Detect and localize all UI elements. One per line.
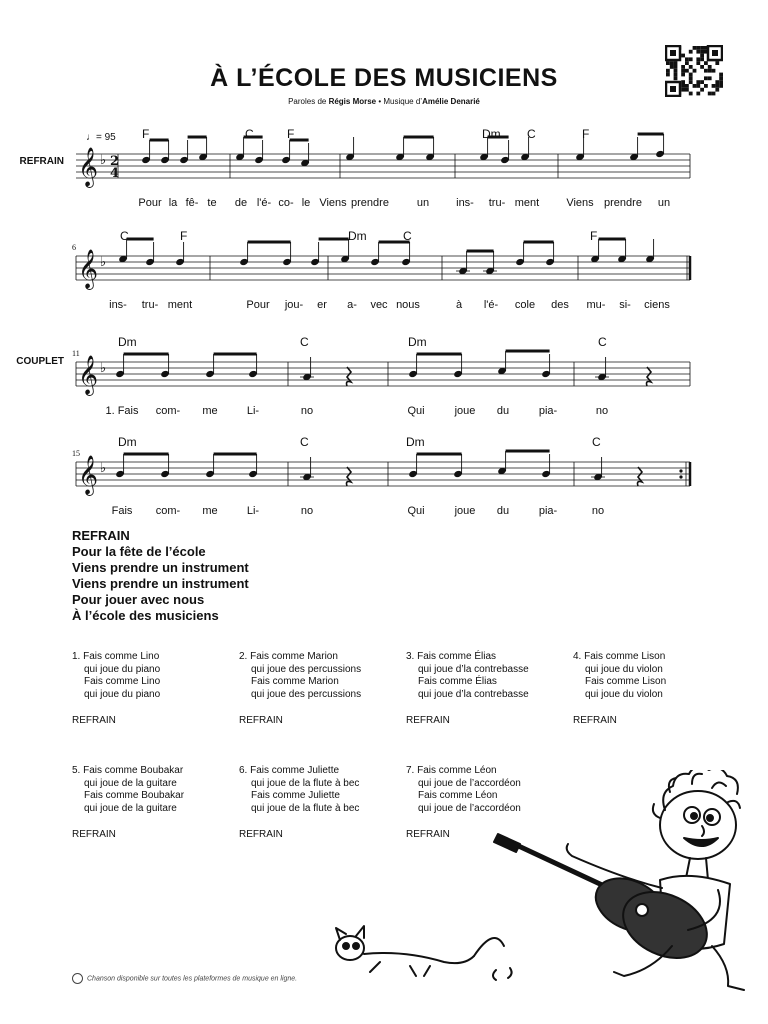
page-title: À L’ÉCOLE DES MUSICIENS bbox=[210, 64, 558, 92]
treble-clef-icon: 𝄞 bbox=[78, 355, 99, 395]
treble-clef-icon: 𝄞 bbox=[78, 147, 99, 187]
verse-line: 3. Fais comme Élias bbox=[406, 651, 497, 662]
qr-module bbox=[719, 73, 723, 77]
chord-symbol: Dm bbox=[118, 435, 137, 449]
qr-module bbox=[693, 46, 697, 50]
qr-module bbox=[685, 61, 689, 65]
qr-module bbox=[666, 61, 670, 65]
time-signature-top: 2 bbox=[110, 154, 120, 169]
lyric-syllable: si- bbox=[619, 299, 631, 311]
qr-module bbox=[685, 69, 689, 73]
lyric-syllable: er bbox=[317, 299, 327, 311]
qr-module bbox=[689, 92, 693, 96]
qr-module bbox=[719, 76, 723, 80]
lyric-syllable: no bbox=[591, 505, 605, 517]
staff-system-refrain-1 bbox=[0, 120, 768, 210]
qr-module bbox=[666, 69, 670, 73]
treble-clef-icon: 𝄞 bbox=[78, 249, 99, 289]
lyric-syllable: Li- bbox=[246, 505, 260, 517]
refrain-line: Viens prendre un instrument bbox=[72, 560, 249, 575]
verse-line: qui joue d’la contrebasse bbox=[418, 663, 529, 675]
footer-note bbox=[72, 973, 297, 984]
qr-module bbox=[693, 69, 697, 73]
qr-module bbox=[681, 54, 685, 58]
qr-module bbox=[712, 69, 716, 73]
verse-refrain-label: REFRAIN bbox=[406, 829, 450, 840]
credits-separator: • Musique d’ bbox=[376, 97, 423, 106]
flat-icon: ♭ bbox=[100, 461, 107, 476]
qr-module bbox=[700, 46, 704, 50]
lyric-syllable: un bbox=[416, 197, 430, 209]
verse-line: 5. Fais comme Boubakar bbox=[72, 765, 184, 776]
qr-module bbox=[674, 76, 678, 80]
verse-refrain-label: REFRAIN bbox=[406, 715, 450, 726]
qr-module bbox=[696, 80, 700, 84]
verse-line: 2. Fais comme Marion bbox=[239, 651, 338, 662]
verse-line: qui joue du piano bbox=[84, 688, 161, 700]
chord-symbol: C bbox=[527, 127, 536, 141]
verse-line: Fais comme Élias bbox=[418, 676, 497, 687]
lyric-syllable: Viens bbox=[319, 197, 347, 209]
lyric-syllable: vec bbox=[370, 299, 388, 311]
lyric-syllable: pia- bbox=[538, 505, 558, 517]
lyric-syllable: me bbox=[202, 505, 218, 517]
lyric-syllable: Fais bbox=[111, 505, 133, 517]
lyric-syllable: pia- bbox=[538, 405, 558, 417]
qr-module bbox=[719, 80, 723, 84]
lyric-syllable: ciens bbox=[644, 299, 670, 311]
qr-module bbox=[704, 61, 708, 65]
verse-4 bbox=[573, 651, 738, 728]
staff-system-refrain-2 bbox=[0, 222, 768, 312]
verse-line: qui joue de l’accordéon bbox=[418, 802, 521, 814]
refrain-section-label: REFRAIN bbox=[19, 156, 64, 167]
verse-line: qui joue du violon bbox=[585, 688, 663, 700]
tempo-marking: ♩= 95 bbox=[86, 132, 116, 143]
qr-module bbox=[681, 84, 685, 88]
qr-module bbox=[670, 65, 674, 69]
qr-module bbox=[696, 92, 700, 96]
lyric-syllable: la bbox=[168, 197, 178, 209]
verse-line: qui joue du piano bbox=[84, 663, 161, 675]
verse-line: Fais comme Boubakar bbox=[84, 790, 185, 801]
chord-symbol: C bbox=[120, 229, 129, 243]
time-signature-bottom: 4 bbox=[110, 166, 120, 181]
verse-line: qui joue de l’accordéon bbox=[418, 777, 521, 789]
qr-module bbox=[681, 65, 685, 69]
lyric-syllable: com- bbox=[155, 505, 181, 517]
flat-icon: ♭ bbox=[100, 361, 107, 376]
staff-system-couplet-2 bbox=[0, 428, 768, 518]
lyric-syllable: ins- bbox=[109, 299, 127, 311]
qr-module bbox=[708, 92, 712, 96]
lyric-syllable: des bbox=[551, 299, 569, 311]
qr-module bbox=[708, 65, 712, 69]
lyric-syllable: le bbox=[301, 197, 311, 209]
lyric-syllable: te bbox=[207, 197, 217, 209]
verse-line: Fais comme Lison bbox=[585, 676, 667, 687]
verse-5 bbox=[72, 765, 237, 842]
qr-module bbox=[689, 50, 693, 54]
verse-refrain-label: REFRAIN bbox=[72, 715, 116, 726]
verse-line: qui joue des percussions bbox=[251, 663, 362, 675]
chord-symbol: C bbox=[300, 335, 309, 349]
qr-module bbox=[689, 57, 693, 61]
chord-symbol: F bbox=[142, 127, 150, 141]
qr-finder-center bbox=[712, 50, 718, 56]
lyric-syllable: Li- bbox=[246, 405, 260, 417]
qr-module bbox=[685, 88, 689, 92]
qr-module bbox=[681, 88, 685, 92]
verse-refrain-label: REFRAIN bbox=[72, 829, 116, 840]
qr-module bbox=[700, 88, 704, 92]
lyric-syllable: no bbox=[595, 405, 609, 417]
verse-line: 6. Fais comme Juliette bbox=[239, 765, 340, 776]
verse-line: Fais comme Léon bbox=[418, 790, 498, 801]
refrain-lyrics bbox=[72, 528, 249, 624]
boy-guitar-cat-illustration bbox=[320, 770, 750, 1000]
lyric-syllable: joue bbox=[454, 505, 476, 517]
chord-symbol: F bbox=[582, 127, 590, 141]
quarter-rest bbox=[347, 367, 352, 386]
qr-finder-center bbox=[670, 86, 676, 92]
verse-line: qui joue de la guitare bbox=[84, 802, 177, 814]
qr-module bbox=[712, 92, 716, 96]
treble-clef-icon: 𝄞 bbox=[78, 455, 99, 495]
lyric-syllable: prendre bbox=[351, 197, 389, 209]
refrain-line: Viens prendre un instrument bbox=[72, 576, 249, 591]
qr-code-icon[interactable] bbox=[665, 45, 723, 97]
qr-module bbox=[700, 50, 704, 54]
chord-symbol: F bbox=[590, 229, 598, 243]
qr-module bbox=[704, 69, 708, 73]
verse-line: Fais comme Marion bbox=[251, 676, 339, 687]
lyric-syllable: l'é- bbox=[483, 299, 499, 311]
chord-symbol: C bbox=[245, 127, 254, 141]
verse-line: 7. Fais comme Léon bbox=[406, 765, 497, 776]
qr-module bbox=[689, 80, 693, 84]
lyric-syllable: Viens bbox=[566, 197, 594, 209]
lyric-syllable: me bbox=[202, 405, 218, 417]
lyricist-name: Régis Morse bbox=[328, 97, 377, 106]
quarter-rest bbox=[647, 367, 652, 386]
measure-number: 15 bbox=[72, 449, 80, 458]
verse-line: Fais comme Lino bbox=[84, 676, 161, 687]
flat-icon: ♭ bbox=[100, 255, 107, 270]
lyric-syllable: tru- bbox=[488, 197, 506, 209]
qr-module bbox=[685, 57, 689, 61]
lyric-syllable: du bbox=[496, 405, 510, 417]
qr-module bbox=[715, 80, 719, 84]
lyric-syllable: Qui bbox=[407, 405, 425, 417]
lyric-syllable: com- bbox=[155, 405, 181, 417]
chord-symbol: Dm bbox=[482, 127, 501, 141]
qr-module bbox=[708, 76, 712, 80]
footer-text: Chanson disponible sur toutes les plateformes de musique en ligne. bbox=[87, 975, 298, 983]
verse-line: 4. Fais comme Lison bbox=[573, 651, 666, 662]
lyric-syllable: ins- bbox=[456, 197, 474, 209]
qr-module bbox=[700, 65, 704, 69]
refrain-line: Pour la fête de l’école bbox=[72, 544, 206, 559]
qr-module bbox=[693, 84, 697, 88]
qr-module bbox=[681, 80, 685, 84]
lyric-syllable: Pour bbox=[246, 299, 270, 311]
qr-module bbox=[700, 54, 704, 58]
credits-prefix: Paroles de bbox=[288, 97, 329, 106]
chord-symbol: F bbox=[180, 229, 188, 243]
verse-refrain-label: REFRAIN bbox=[573, 715, 617, 726]
qr-module bbox=[681, 73, 685, 77]
repeat-dot bbox=[679, 475, 682, 478]
verse-line: qui joue des percussions bbox=[251, 688, 362, 700]
lyric-syllable: du bbox=[496, 505, 510, 517]
qr-module bbox=[674, 65, 678, 69]
verse-line: Fais comme Juliette bbox=[251, 790, 340, 801]
qr-module bbox=[670, 61, 674, 65]
chord-symbol: Dm bbox=[408, 335, 427, 349]
verse-line: qui joue de la flute à bec bbox=[251, 802, 360, 814]
qr-module bbox=[704, 84, 708, 88]
lyric-syllable: no bbox=[300, 405, 314, 417]
refrain-heading: REFRAIN bbox=[72, 528, 130, 543]
lyric-syllable: fê- bbox=[185, 197, 199, 209]
lyric-syllable: nous bbox=[396, 299, 420, 311]
lyric-syllable: Qui bbox=[407, 505, 425, 517]
qr-module bbox=[685, 84, 689, 88]
couplet-section-label: COUPLET bbox=[16, 356, 64, 367]
lyric-syllable: cole bbox=[514, 299, 536, 311]
lyric-syllable: à bbox=[455, 299, 463, 311]
measure-number: 11 bbox=[72, 349, 80, 358]
verse-line: qui joue de la guitare bbox=[84, 777, 177, 789]
quarter-rest bbox=[347, 467, 352, 486]
lyric-syllable: de bbox=[234, 197, 248, 209]
lyric-syllable: no bbox=[300, 505, 314, 517]
verse-refrain-label: REFRAIN bbox=[239, 715, 283, 726]
refrain-line: À l’école des musiciens bbox=[72, 608, 219, 623]
chord-symbol: F bbox=[287, 127, 295, 141]
qr-module bbox=[681, 69, 685, 73]
lyric-syllable: tru- bbox=[141, 299, 159, 311]
verse-3 bbox=[406, 651, 571, 728]
lyric-syllable: 1. Fais bbox=[105, 405, 139, 417]
verse-1 bbox=[72, 651, 237, 728]
qr-module bbox=[704, 76, 708, 80]
qr-module bbox=[715, 84, 719, 88]
lyric-syllable: mu- bbox=[586, 299, 606, 311]
lyric-syllable: ment bbox=[167, 299, 193, 311]
qr-module bbox=[689, 73, 693, 77]
qr-module bbox=[700, 80, 704, 84]
song-credits bbox=[0, 97, 768, 106]
qr-module bbox=[712, 84, 716, 88]
composer-name: Amélie Denarié bbox=[422, 97, 480, 106]
qr-module bbox=[674, 61, 678, 65]
qr-module bbox=[666, 73, 670, 77]
qr-module bbox=[689, 65, 693, 69]
lyric-syllable: un bbox=[657, 197, 671, 209]
qr-module bbox=[696, 84, 700, 88]
lyric-syllable: jou- bbox=[284, 299, 304, 311]
staff-system-couplet-1 bbox=[0, 328, 768, 418]
verse-line: 1. Fais comme Lino bbox=[72, 651, 160, 662]
qr-module bbox=[696, 50, 700, 54]
qr-module bbox=[708, 69, 712, 73]
verse-refrain-label: REFRAIN bbox=[239, 829, 283, 840]
qr-module bbox=[674, 69, 678, 73]
qr-module bbox=[696, 61, 700, 65]
verse-2 bbox=[239, 651, 404, 728]
quarter-rest bbox=[638, 467, 643, 486]
lyric-syllable: prendre bbox=[604, 197, 642, 209]
chord-symbol: C bbox=[598, 335, 607, 349]
chord-symbol: C bbox=[403, 229, 412, 243]
chord-symbol: Dm bbox=[118, 335, 137, 349]
repeat-dot bbox=[679, 469, 682, 472]
lyric-syllable: l'é- bbox=[256, 197, 272, 209]
qr-module bbox=[689, 76, 693, 80]
flat-icon: ♭ bbox=[100, 153, 107, 168]
lyric-syllable: a- bbox=[347, 299, 357, 311]
qr-module bbox=[696, 57, 700, 61]
refrain-line: Pour jouer avec nous bbox=[72, 592, 205, 607]
verse-line: qui joue d’la contrebasse bbox=[418, 688, 529, 700]
qr-module bbox=[674, 73, 678, 77]
lyric-syllable: co- bbox=[278, 197, 294, 209]
lyric-syllable: ment bbox=[514, 197, 540, 209]
chord-symbol: Dm bbox=[406, 435, 425, 449]
streaming-icon bbox=[72, 973, 83, 984]
lyric-syllable: Pour bbox=[138, 197, 162, 209]
verse-line: qui joue du violon bbox=[585, 663, 663, 675]
qr-finder-center bbox=[670, 50, 676, 56]
measure-number: 6 bbox=[72, 243, 76, 252]
qr-module bbox=[696, 46, 700, 50]
qr-module bbox=[715, 88, 719, 92]
chord-symbol: C bbox=[300, 435, 309, 449]
qr-module bbox=[719, 84, 723, 88]
qr-module bbox=[700, 57, 704, 61]
chord-symbol: Dm bbox=[348, 229, 367, 243]
chord-symbol: C bbox=[592, 435, 601, 449]
qr-module bbox=[715, 61, 719, 65]
verse-line: qui joue de la flute à bec bbox=[251, 777, 360, 789]
lyric-syllable: joue bbox=[454, 405, 476, 417]
